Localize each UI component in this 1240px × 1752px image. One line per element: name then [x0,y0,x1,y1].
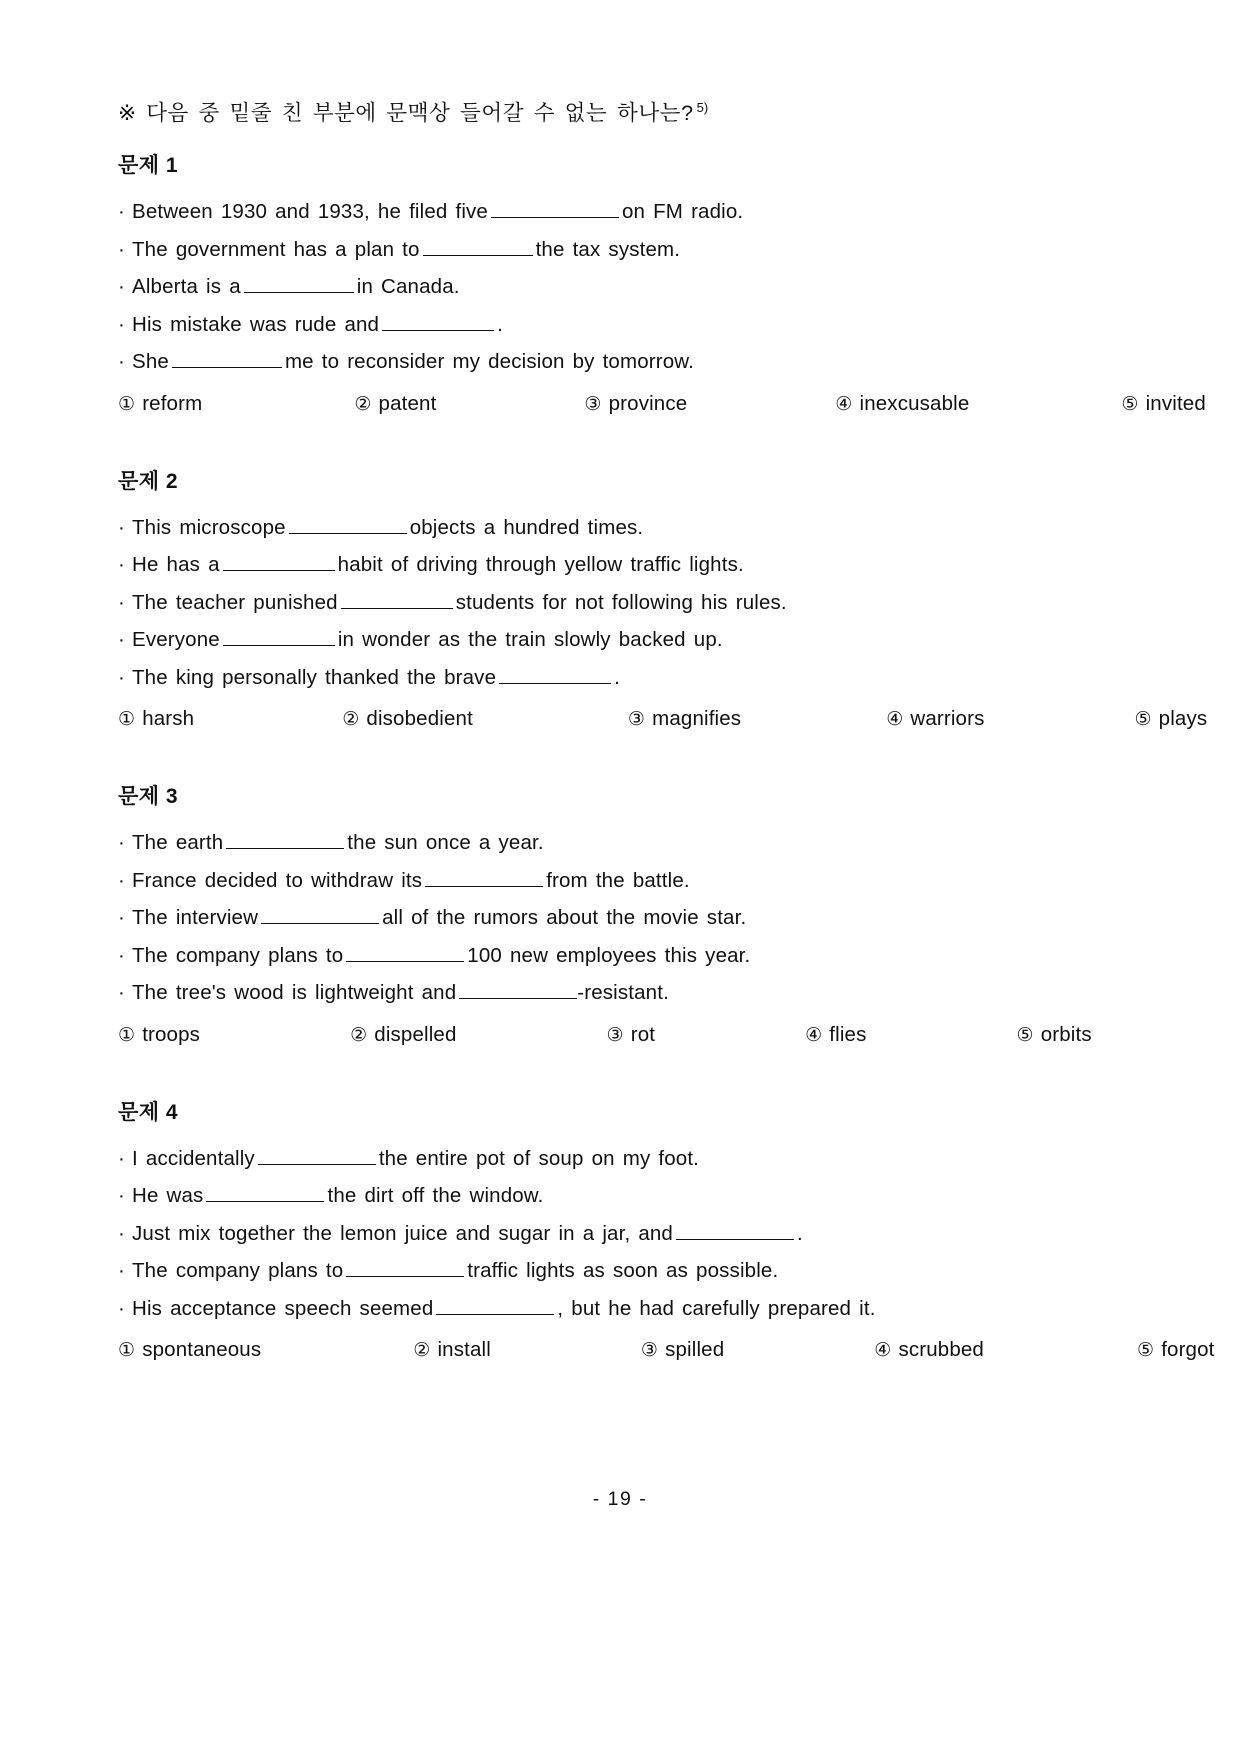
answer-blank[interactable] [206,1184,324,1202]
sentence-suffix: 100 new employees this year. [467,943,751,967]
choice-item[interactable] [413,1331,491,1369]
choice-item[interactable] [342,700,473,738]
sentence-prefix: His acceptance speech seemed [132,1296,434,1320]
choice-item[interactable] [354,385,436,423]
bullet-icon: · [118,590,125,614]
answer-blank[interactable] [346,1259,464,1277]
sentence-prefix: Alberta is a [132,275,241,298]
choice-item[interactable] [1137,1331,1215,1369]
choice-list [118,700,1208,738]
sentence-suffix: me to reconsider my decision by tomorrow. [284,350,694,373]
question-sentence [118,1140,1122,1178]
sentence-prefix: He has a [132,553,220,576]
answer-blank[interactable] [261,906,379,924]
sentence-prefix: His mistake was rude and [132,312,380,336]
answer-blank[interactable] [382,313,494,331]
sentence-suffix: from the battle. [546,868,690,892]
instruction-text: ※ 다음 중 밑줄 친 부분에 문맥상 들어갈 수 없는 하나는? [118,101,694,125]
bullet-icon: · [118,1259,125,1282]
sentence-prefix: He was [132,1184,204,1207]
sentence-suffix: . [497,312,503,336]
choice-item[interactable] [118,385,202,423]
bullet-icon: · [118,200,125,223]
answer-blank[interactable] [425,869,543,887]
choice-label: flies [829,1022,867,1046]
bullet-icon: · [118,237,125,261]
question-sentence [118,659,1122,697]
sentence-suffix: -resistant. [577,981,669,1004]
answer-blank[interactable] [226,831,344,849]
choice-label: province [608,391,688,415]
question-title: 문제 1 [118,154,179,177]
sentence-suffix: on FM radio. [621,200,744,223]
choice-label: plays [1158,707,1208,730]
sentence-prefix: She [132,350,169,373]
choice-number: ④ [835,393,853,415]
choice-item[interactable] [118,1331,261,1369]
choice-item[interactable] [350,1016,456,1054]
bullet-icon: · [118,943,125,967]
choice-item[interactable] [805,1016,866,1054]
choice-item[interactable] [118,700,194,738]
choice-item[interactable] [1121,385,1206,423]
choice-label: inexcusable [859,391,970,415]
questions-container [118,149,1215,1369]
bullet-icon: · [118,1296,125,1320]
bullet-icon: · [118,1146,125,1170]
choice-item[interactable] [584,385,687,423]
bullet-icon: · [118,553,125,576]
choice-item[interactable] [886,700,984,738]
choice-label: dispelled [374,1022,457,1046]
choice-list [118,1016,1122,1054]
bullet-icon: · [118,275,125,298]
answer-blank[interactable] [289,516,407,534]
sentence-prefix: The teacher punished [132,590,338,614]
choice-label: warriors [910,707,985,730]
sentence-suffix: objects a hundred times. [409,515,644,539]
sentence-prefix: Everyone [132,628,220,651]
sentence-suffix: the sun once a year. [347,831,544,854]
question-block [118,780,1122,1054]
choice-label: disobedient [366,707,473,730]
answer-blank[interactable] [346,944,464,962]
choice-number: ④ [805,1024,823,1046]
choice-item[interactable] [1017,1016,1092,1054]
bullet-icon: · [118,868,125,892]
bullet-icon: · [118,831,125,854]
choice-list [118,385,1206,423]
sentence-suffix: the tax system. [535,237,681,261]
choice-number: ⑤ [1137,1340,1155,1361]
answer-blank[interactable] [436,1297,554,1315]
question-sentence [118,862,1122,900]
bullet-icon: · [118,515,125,539]
sentence-prefix: Just mix together the lemon juice and sugar in a jar, and [132,1221,673,1245]
bullet-icon: · [118,665,125,689]
choice-label: patent [378,391,437,415]
question-block [118,465,1208,739]
bullet-icon: · [118,906,125,929]
sentence-suffix: all of the rumors about the movie star. [382,906,747,929]
sentence-suffix: in Canada. [356,275,460,298]
bullet-icon: · [118,1221,125,1245]
question-sentence [118,193,1122,231]
choice-item[interactable] [1134,700,1207,738]
sentence-prefix: The tree's wood is lightweight and [132,981,457,1004]
sentence-suffix: the entire pot of soup on my foot. [378,1146,700,1170]
question-sentence [118,1290,1122,1328]
choice-number: ③ [606,1024,624,1046]
instruction-heading [118,96,1122,127]
choice-number: ⑤ [1016,1024,1034,1046]
question-block [118,1096,1215,1370]
question-sentence [118,231,1122,269]
choice-item[interactable] [628,700,741,738]
choice-number: ③ [584,393,602,415]
choice-label: spontaneous [142,1338,262,1361]
choice-list [118,1331,1215,1369]
answer-blank[interactable] [223,628,335,646]
choice-label: forgot [1161,1338,1215,1361]
choice-number: ⑤ [1121,393,1139,415]
sentence-suffix: habit of driving through yellow traffic lights. [337,553,744,576]
choice-item[interactable] [835,385,969,423]
bullet-icon: · [118,981,125,1004]
answer-blank[interactable] [423,238,533,256]
sentence-suffix: , but he had carefully prepared it. [557,1296,876,1320]
sentence-prefix: The earth [132,831,224,854]
question-sentence [118,546,1122,584]
choice-number: ② [342,709,360,730]
sentence-suffix: . [797,1221,803,1245]
choice-number: ④ [874,1340,892,1361]
page-footer [0,1488,1240,1511]
choice-number: ② [350,1024,368,1046]
question-sentence [118,584,1122,622]
choice-number: ① [118,393,136,415]
bullet-icon: · [118,350,125,373]
sentence-suffix: traffic lights as soon as possible. [467,1259,779,1282]
bullet-icon: · [118,312,125,336]
answer-blank[interactable] [341,591,453,609]
choice-label: install [437,1338,491,1361]
choice-item[interactable] [874,1331,984,1369]
sentence-prefix: France decided to withdraw its [132,868,423,892]
choice-label: invited [1145,391,1206,415]
choice-label: harsh [142,707,195,730]
question-sentence [118,824,1122,862]
question-sentence [118,1177,1122,1215]
question-title: 문제 2 [118,469,179,493]
sentence-prefix: This microscope [132,515,286,539]
question-sentence [118,343,1122,381]
choice-number: ④ [886,709,904,730]
answer-blank[interactable] [676,1222,794,1240]
choice-number: ① [118,709,136,730]
question-sentence [118,937,1122,975]
choice-label: reform [142,391,203,415]
sentence-prefix: The government has a plan to [132,237,420,261]
choice-label: magnifies [652,707,742,730]
choice-number: ⑤ [1134,709,1152,730]
question-sentence [118,899,1122,937]
question-block [118,149,1206,423]
question-sentence [118,1252,1122,1290]
choice-label: spilled [665,1338,725,1361]
question-sentence [118,621,1122,659]
bullet-icon: · [118,1184,125,1207]
choice-number: ① [118,1024,136,1046]
choice-label: rot [630,1022,656,1046]
sentence-prefix: The king personally thanked the brave [132,665,497,689]
question-title: 문제 4 [118,1100,179,1124]
sentence-suffix: in wonder as the train slowly backed up. [337,628,723,651]
sentence-prefix: The company plans to [132,943,344,967]
choice-number: ③ [627,709,646,730]
choice-item[interactable] [118,1016,200,1054]
question-sentence [118,268,1122,306]
question-sentence [118,306,1122,344]
choice-label: troops [142,1022,201,1046]
answer-blank[interactable] [499,666,611,684]
sentence-prefix: Between 1930 and 1933, he filed five [132,200,488,223]
sentence-prefix: The company plans to [132,1259,344,1282]
bullet-icon: · [118,628,125,651]
choice-label: orbits [1040,1022,1092,1046]
answer-blank[interactable] [459,981,577,999]
answer-blank[interactable] [223,553,335,571]
question-sentence [118,1215,1122,1253]
question-sentence [118,509,1122,547]
sentence-suffix: students for not following his rules. [455,590,787,614]
sentence-prefix: I accidentally [132,1146,255,1170]
question-sentence [118,974,1122,1012]
instruction-footnote: 5) [696,99,709,115]
answer-blank[interactable] [244,275,354,293]
answer-blank[interactable] [258,1147,376,1165]
choice-number: ② [413,1340,431,1361]
sentence-suffix: . [614,665,620,689]
page-number: - 19 - [592,1488,648,1510]
sentence-prefix: The interview [132,906,259,929]
choice-item[interactable] [607,1016,656,1054]
sentence-suffix: the dirt off the window. [327,1184,544,1207]
answer-blank[interactable] [491,200,619,218]
choice-number: ② [354,393,372,415]
choice-number: ① [118,1340,136,1361]
choice-item[interactable] [641,1331,724,1369]
choice-label: scrubbed [898,1338,984,1361]
answer-blank[interactable] [172,350,282,368]
question-title: 문제 3 [118,785,179,808]
choice-number: ③ [640,1340,659,1361]
